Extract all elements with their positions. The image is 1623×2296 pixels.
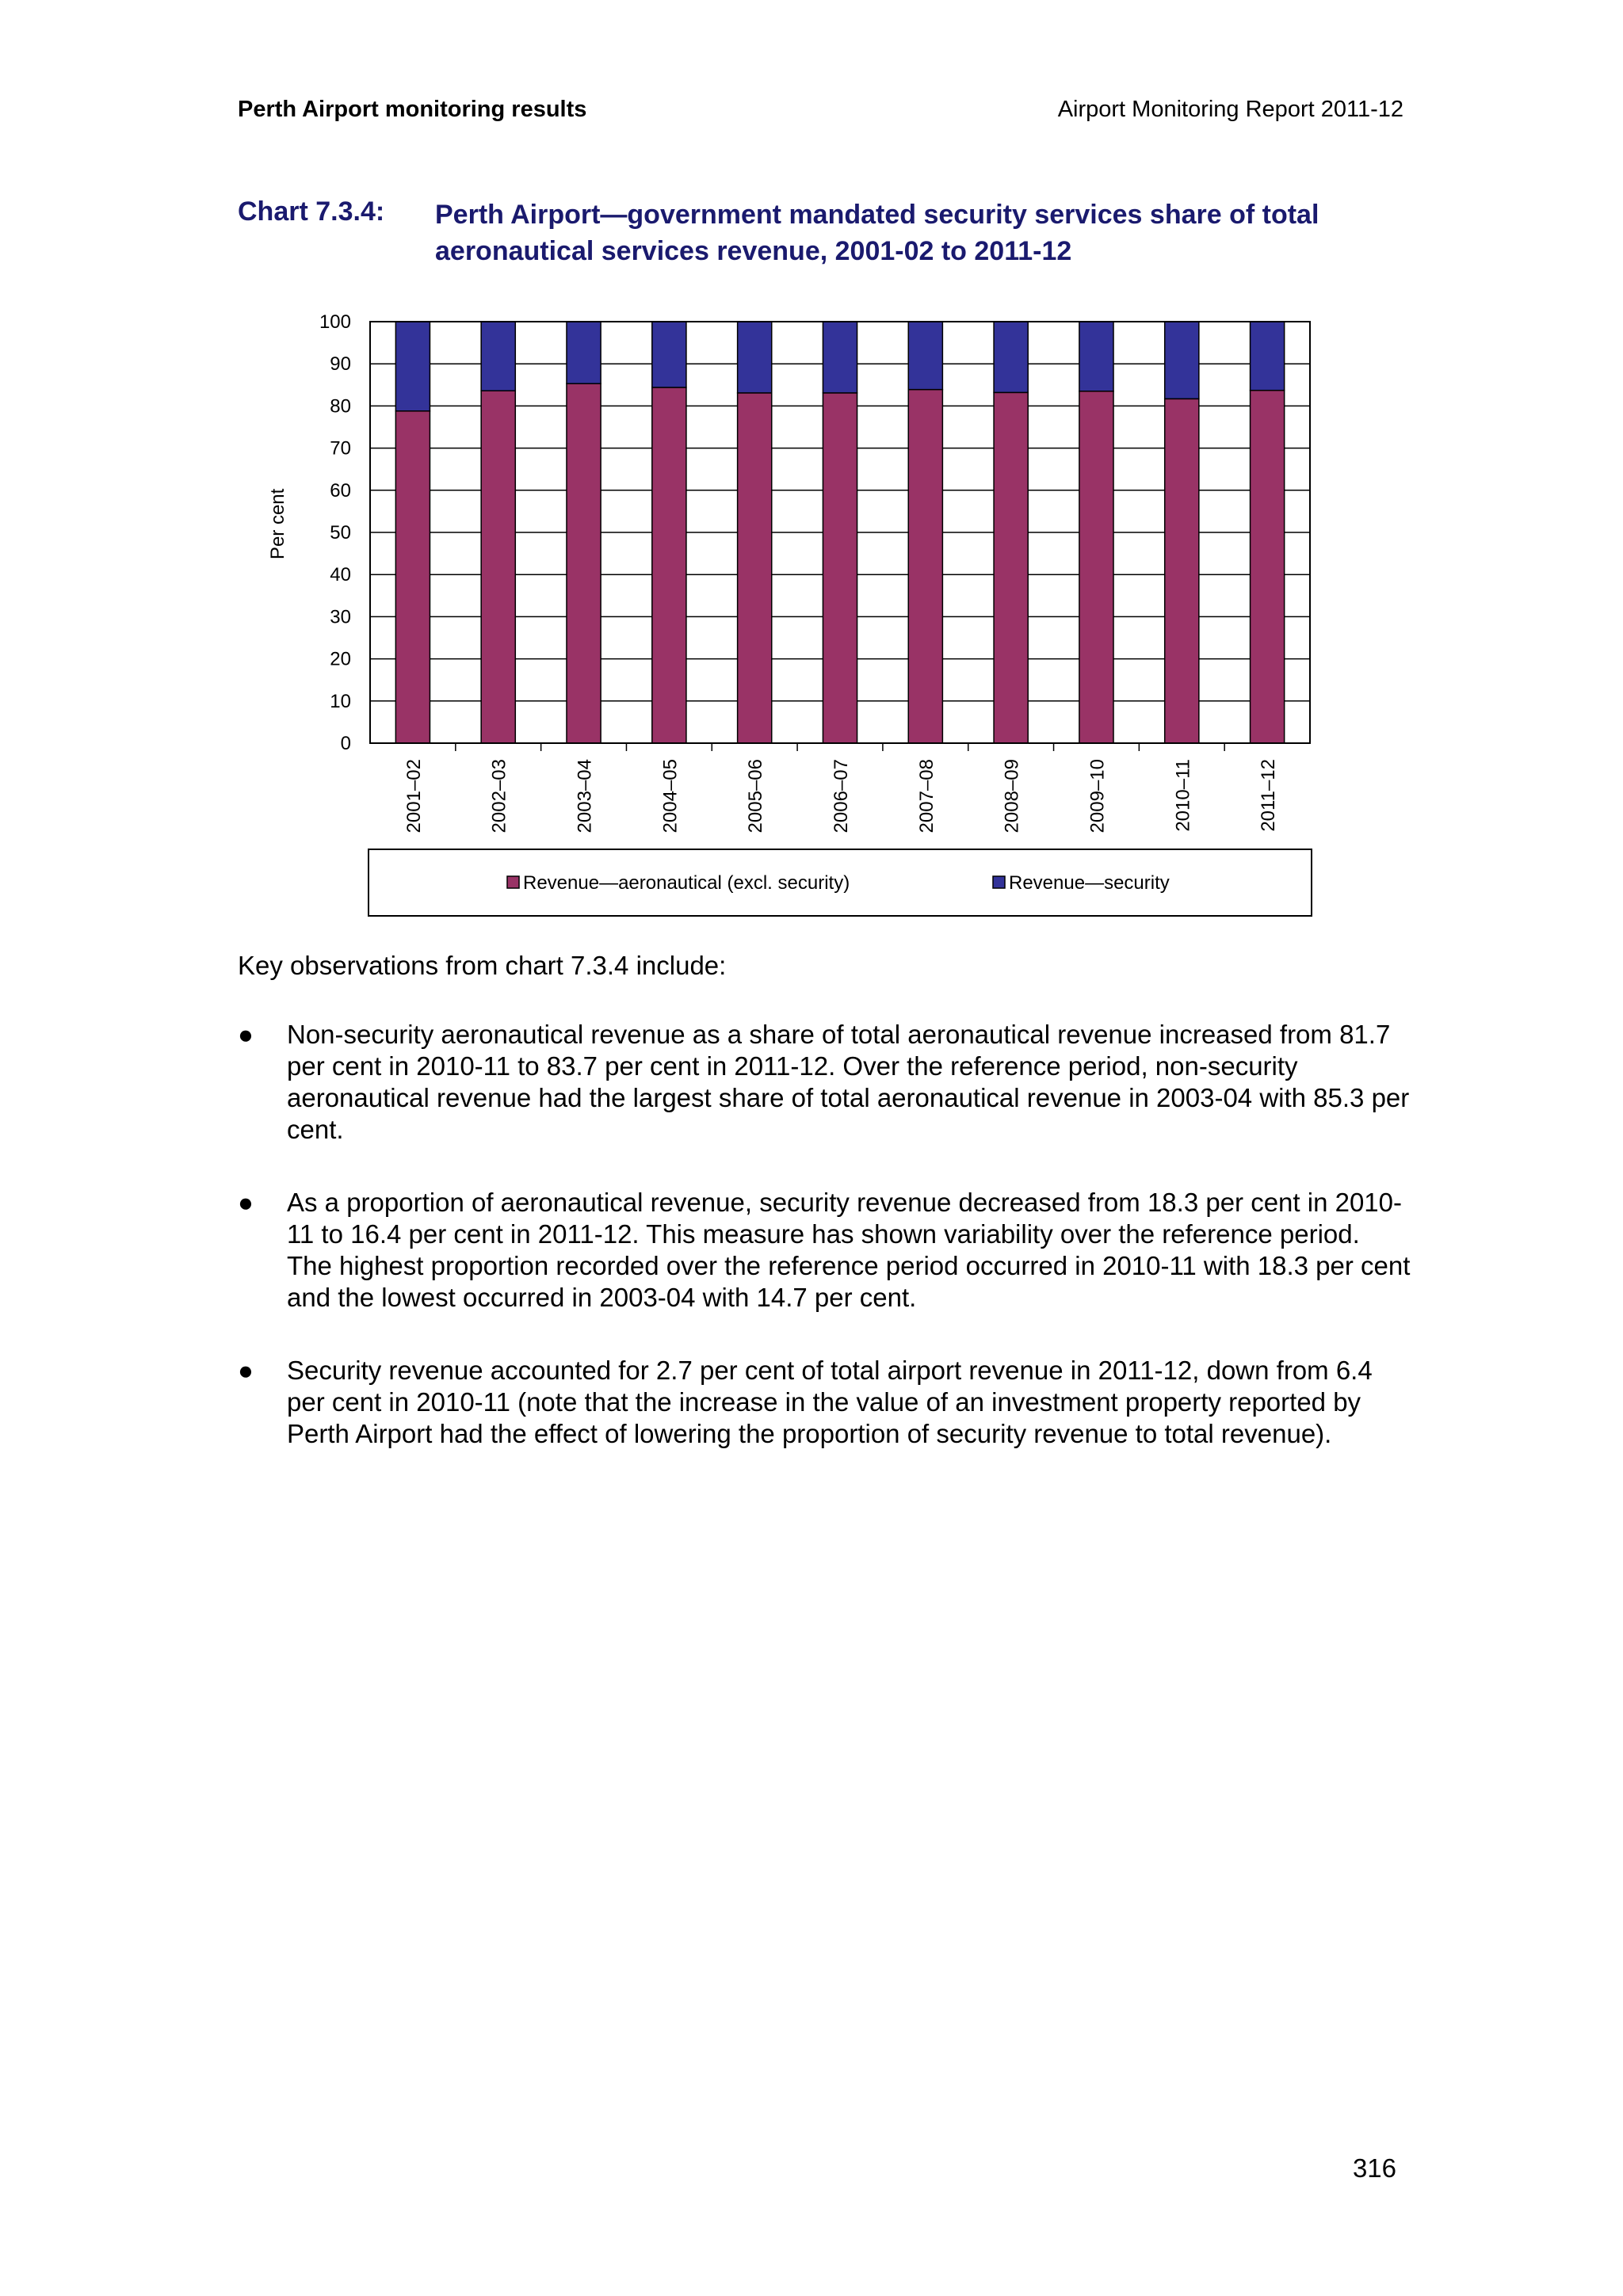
bar-security [1079, 322, 1113, 391]
bar-security [481, 322, 515, 391]
observations-list [238, 1019, 1411, 1491]
observation-text: Non-security aeronautical revenue as a share of total aeronautical revenue increased from 81.7 per cent in 2010-11 to 83.7 per cent in 2011-12. Over the reference period, non-security aeronautical revenue had the largest share of total aeronautical revenue in 2003-04 with 85.3 per cent. [287, 1020, 1410, 1144]
observation-text: As a proportion of aeronautical revenue, security revenue decreased from 18.3 per cent in 2010-11 to 16.4 per cent in 2011-12. This measure has shown variability over the reference period. The highest proportion recorded over the reference period occurred in 2010-11 with 18.3 per cent and the lowest occurred in 2003-04 with 14.7 per cent. [287, 1188, 1411, 1312]
legend-label-aeronautical: Revenue—aeronautical (excl. security) [523, 872, 850, 894]
legend-swatch-security [993, 876, 1005, 888]
x-tick-label: 2002–03 [488, 759, 510, 833]
y-tick-label: 40 [330, 564, 351, 586]
x-tick-label: 2011–12 [1258, 759, 1280, 832]
y-tick-label: 80 [330, 395, 351, 418]
axis-ticks [456, 743, 1224, 751]
header-right: Airport Monitoring Report 2011-12 [1057, 97, 1403, 122]
x-tick-label: 2008–09 [1001, 759, 1023, 833]
bar-aeronautical [1251, 391, 1285, 743]
x-tick-label: 2007–08 [915, 759, 938, 833]
bar-security [652, 322, 686, 387]
x-tick-label: 2009–10 [1086, 759, 1109, 833]
legend-label-security: Revenue—security [1009, 872, 1170, 894]
y-axis-title: Per cent [267, 488, 288, 560]
y-tick-label: 60 [330, 479, 351, 502]
bullet-icon: ● [238, 1188, 254, 1217]
stacked-bar-chart [238, 301, 1331, 927]
bar-security [567, 322, 601, 383]
legend [369, 849, 1312, 916]
bullet-icon: ● [238, 1020, 254, 1049]
y-tick-label: 100 [319, 311, 351, 333]
bar-aeronautical [652, 387, 686, 743]
observation-item [238, 1187, 1411, 1314]
observation-item [238, 1019, 1411, 1146]
bar-aeronautical [908, 390, 942, 743]
bar-aeronautical [738, 393, 772, 743]
legend-swatch-aeronautical [507, 876, 519, 888]
observation-item [238, 1355, 1411, 1450]
x-tick-label: 2004–05 [659, 759, 682, 833]
bar-aeronautical [481, 391, 515, 743]
observation-text: Security revenue accounted for 2.7 per cent of total airport revenue in 2011-12, down from 6.4 per cent in 2010-11 (note that the increase in the value of an investment property reported by Perth Airport had the effect of lowering the proportion of security revenue to total revenue). [287, 1356, 1373, 1448]
x-tick-label: 2010–11 [1172, 759, 1194, 832]
observations-intro: Key observations from chart 7.3.4 include: [238, 951, 727, 980]
y-tick-label: 90 [330, 353, 351, 376]
y-tick-label: 20 [330, 648, 351, 670]
bar-aeronautical [823, 393, 857, 743]
x-tick-label: 2005–06 [745, 759, 767, 833]
bar-aeronautical [994, 392, 1028, 743]
x-tick-label: 2003–04 [574, 759, 596, 833]
bullet-icon: ● [238, 1356, 254, 1385]
bar-security [908, 322, 942, 390]
y-tick-label: 0 [340, 733, 351, 754]
bar-security [1165, 322, 1199, 399]
y-tick-label: 30 [330, 606, 351, 628]
bar-security [1251, 322, 1285, 391]
chart-title: Perth Airport—government mandated security services share of total aeronautical services revenue, 2001-02 to 2011-12 [435, 200, 1319, 266]
x-tick-labels [403, 759, 1279, 833]
y-tick-label: 10 [330, 690, 351, 712]
bar-aeronautical [395, 411, 430, 743]
chart-label: Chart 7.3.4: [238, 196, 385, 227]
bar-security [395, 322, 430, 411]
bar-aeronautical [1165, 399, 1199, 743]
y-tick-label: 70 [330, 437, 351, 460]
page-number: 316 [1352, 2153, 1396, 2183]
bar-security [823, 322, 857, 393]
header-left: Perth Airport monitoring results [238, 97, 587, 122]
bar-security [738, 322, 772, 393]
bar-security [994, 322, 1028, 392]
y-tick-labels [319, 311, 351, 754]
bar-aeronautical [1079, 391, 1113, 743]
x-tick-label: 2006–07 [831, 759, 852, 833]
x-tick-label: 2001–02 [403, 759, 425, 833]
bar-aeronautical [567, 383, 601, 743]
y-tick-label: 50 [330, 522, 351, 543]
